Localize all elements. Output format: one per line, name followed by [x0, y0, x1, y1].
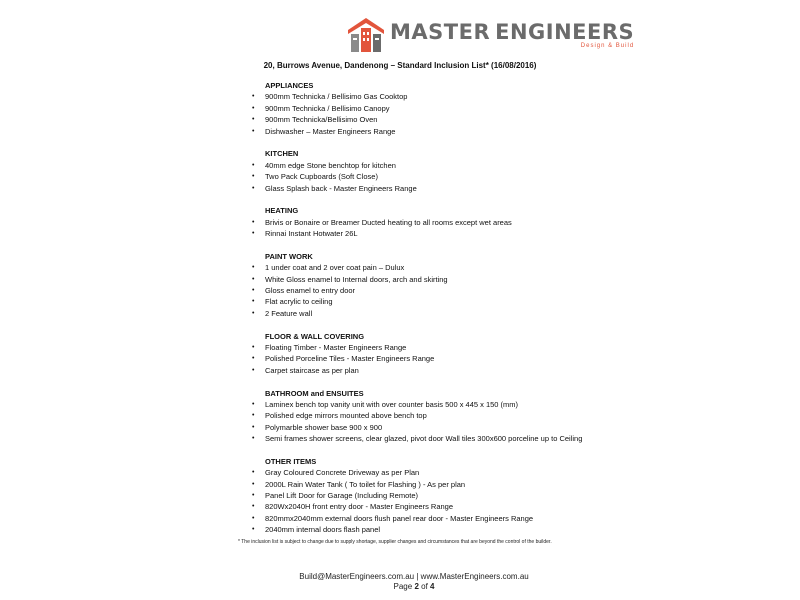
list-item-text: 40mm edge Stone benchtop for kitchen [265, 160, 396, 170]
list-item-text: Polymarble shower base 900 x 900 [265, 422, 383, 432]
footer-email[interactable]: Build@MasterEngineers.com.au [299, 572, 415, 581]
list-item [252, 262, 672, 273]
footnote: * The inclusion list is subject to change due to supply shortage, supplier changes and circumstances that are beyond the control of the builder. [238, 539, 552, 545]
list-item [252, 285, 672, 296]
page-current: 2 [414, 582, 419, 591]
list-item-text: 820mmx2040mm external doors flush panel rear door - Master Engineers Range [265, 513, 534, 523]
logo-word-engineers: ENGINEERS [495, 19, 635, 44]
list-item [252, 422, 672, 433]
list-item [252, 365, 672, 376]
list-item [252, 399, 672, 410]
bullet-icon: • [252, 173, 255, 181]
list-item-text: 900mm Technicka/Bellisimo Oven [265, 115, 378, 125]
list-item [252, 308, 672, 319]
section-appliances [252, 80, 672, 137]
list-item-text: 820Wx2040H front entry door - Master Engineers Range [265, 502, 454, 512]
page-of: of [421, 582, 428, 591]
bullet-icon: • [252, 526, 255, 534]
bullet-icon: • [252, 366, 255, 374]
list-item-text: 900mm Technicka / Bellisimo Canopy [265, 103, 390, 113]
list-item-text: Gloss enamel to entry door [265, 286, 356, 296]
section-heading: FLOOR & WALL COVERING [265, 331, 365, 341]
list-item [252, 126, 672, 137]
section-heading: KITCHEN [265, 149, 299, 159]
section-heading: APPLIANCES [265, 81, 314, 90]
list-item-text: Polished edge mirrors mounted above bench top [265, 411, 427, 421]
bullet-icon: • [252, 264, 255, 272]
list-item-text: Semi frames shower screens, clear glazed, pivot door Wall tiles 300x600 porceline up to Ceiling [265, 434, 583, 444]
section-floor-wall-covering [252, 331, 672, 377]
list-item-text: Laminex bench top vanity unit with over counter basis 500 x 445 x 150 (mm) [265, 399, 519, 409]
list-item [252, 103, 672, 114]
list-item [252, 296, 672, 307]
bullet-icon: • [252, 400, 255, 408]
section-paint-work [252, 251, 672, 319]
bullet-icon: • [252, 161, 255, 169]
list-item-text: Two Pack Cupboards (Soft Close) [265, 172, 378, 182]
bullet-icon: • [252, 492, 255, 500]
list-item [252, 342, 672, 353]
list-item-text: Polished Porceline Tiles - Master Engineers Range [265, 354, 435, 364]
list-item-text: 900mm Technicka / Bellisimo Gas Cooktop [265, 92, 408, 102]
document-title: 20, Burrows Avenue, Dandenong – Standard Inclusion List* (16/08/2016) [263, 61, 537, 70]
list-item-text: Brivis or Bonaire or Breamer Ducted heating to all rooms except wet areas [265, 217, 512, 227]
list-item-text: Gray Coloured Concrete Driveway as per Plan [265, 468, 420, 478]
bullet-icon: • [252, 355, 255, 363]
logo-tagline: Design & Build [580, 42, 635, 49]
list-item [252, 353, 672, 364]
list-item [252, 274, 672, 285]
bullet-icon: • [252, 218, 255, 226]
page-prefix: Page [393, 582, 413, 591]
section-heading: BATHROOM and ENSUITES [265, 388, 364, 398]
list-item [252, 467, 672, 478]
bullet-icon: • [252, 469, 255, 477]
list-item [252, 501, 672, 512]
inclusion-list [252, 80, 672, 547]
section-kitchen [252, 148, 672, 194]
list-item [252, 171, 672, 182]
logo-building-icon [346, 16, 386, 54]
bullet-icon: • [252, 184, 255, 192]
list-item [252, 524, 672, 535]
section-other-items [252, 456, 672, 536]
bullet-icon: • [252, 343, 255, 351]
bullet-icon: • [252, 503, 255, 511]
bullet-icon: • [252, 435, 255, 443]
list-item [252, 114, 672, 125]
bullet-icon: • [252, 93, 255, 101]
section-heading: PAINT WORK [265, 251, 313, 261]
list-item [252, 410, 672, 421]
list-item-text: Carpet staircase as per plan [265, 365, 359, 375]
footer-website[interactable]: www.MasterEngineers.com.au [420, 572, 529, 581]
logo-wordmark [390, 19, 635, 44]
list-item [252, 217, 672, 228]
bullet-icon: • [252, 480, 255, 488]
list-item [252, 490, 672, 501]
list-item-text: 2 Feature wall [265, 308, 313, 318]
bullet-icon: • [252, 309, 255, 317]
bullet-icon: • [252, 287, 255, 295]
footer-contact [0, 572, 800, 581]
bullet-icon: • [252, 275, 255, 283]
list-item-text: Rinnai Instant Hotwater 26L [265, 229, 358, 239]
section-heading: HEATING [265, 206, 299, 216]
list-item [252, 513, 672, 524]
section-bathroom-and-ensuites [252, 388, 672, 445]
bullet-icon: • [252, 116, 255, 124]
bullet-icon: • [252, 104, 255, 112]
list-item [252, 91, 672, 102]
company-logo [346, 16, 634, 54]
footer-separator: | [416, 572, 419, 581]
list-item-text: Flat acrylic to ceiling [265, 297, 333, 307]
list-item-text: Dishwasher – Master Engineers Range [265, 126, 396, 136]
bullet-icon: • [252, 230, 255, 238]
list-item [252, 160, 672, 171]
section-heating [252, 205, 672, 239]
list-item-text: Floating Timber - Master Engineers Range [265, 342, 407, 352]
bullet-icon: • [252, 423, 255, 431]
list-item-text: White Gloss enamel to Internal doors, arch and skirting [265, 274, 448, 284]
list-item [252, 183, 672, 194]
list-item [252, 479, 672, 490]
page-total: 4 [430, 582, 435, 591]
bullet-icon: • [252, 514, 255, 522]
section-heading: OTHER ITEMS [265, 456, 317, 466]
list-item-text: 2000L Rain Water Tank ( To toilet for Flashing ) - As per plan [265, 479, 466, 489]
logo-word-master: MASTER [390, 19, 491, 44]
page-number [0, 582, 800, 591]
list-item-text: Panel Lift Door for Garage (Including Remote) [265, 491, 418, 501]
bullet-icon: • [252, 298, 255, 306]
list-item-text: Glass Splash back - Master Engineers Range [265, 183, 417, 193]
list-item [252, 433, 672, 444]
list-item [252, 228, 672, 239]
bullet-icon: • [252, 127, 255, 135]
list-item-text: 2040mm internal doors flash panel [265, 525, 381, 535]
list-item-text: 1 under coat and 2 over coat pain – Dulux [265, 263, 405, 273]
bullet-icon: • [252, 412, 255, 420]
